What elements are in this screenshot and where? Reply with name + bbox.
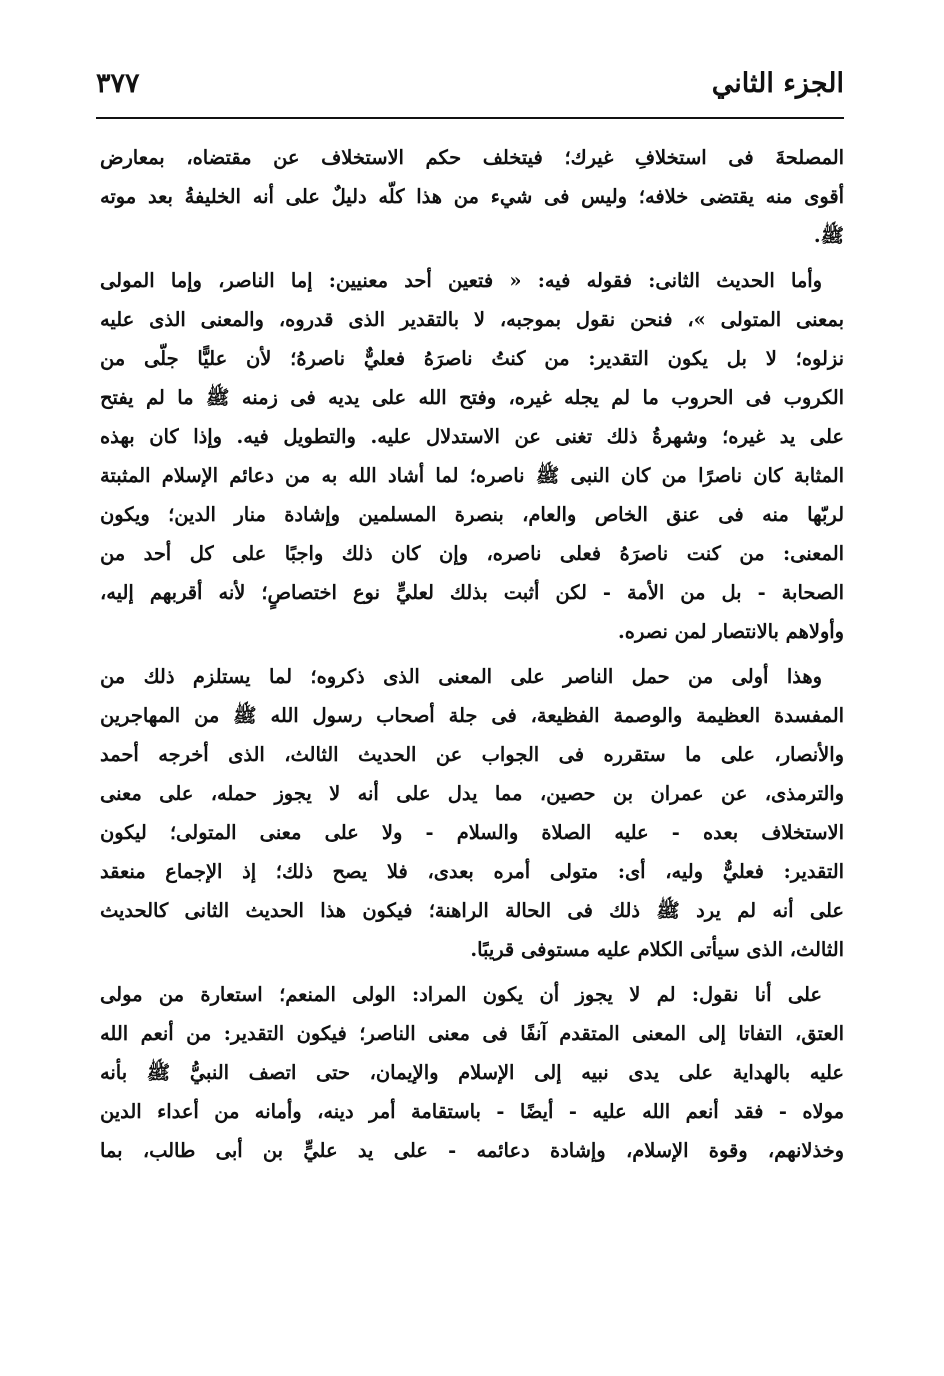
running-header — [96, 62, 844, 114]
text-line: المفسدة العظيمة والوصمة الفظيعة، فى جلة أصحاب رسول الله ﷺ من المهاجرين — [100, 704, 844, 727]
text-line: الصحابة - بل من الأمة - لكن أثبت بذلك لعليٍّ نوع اختصاصٍ؛ لأنه أقربهم إليه، — [100, 581, 844, 604]
text-line: على أنا نقول: لم لا يجوز أن يكون المراد: الولى المنعم؛ استعارة من مولى — [100, 983, 822, 1006]
text-line: على أنه لم يرد ﷺ ذلك فى الحالة الراهنة؛ فيكون هذا الحديث الثانى كالحديث — [100, 899, 844, 922]
text-line: الثالث، الذى سيأتى الكلام عليه مستوفى قريبًا. — [470, 938, 844, 961]
text-line: عليه بالهداية على يدى نبيه إلى الإسلام والإيمان، حتى اتصف النبيُّ ﷺ بأنه — [100, 1061, 844, 1084]
page-number: ٣٧٧ — [96, 68, 140, 99]
text-line: لربّها منه فى عنق الخاص والعام، بنصرة المسلمين وإشادة منار الدين؛ ويكون — [100, 503, 844, 526]
text-line: المصلحةَ فى استخلافِ غيرك؛ فيتخلف حكم الاستخلاف عن مقتضاه، بمعارض — [100, 146, 844, 169]
text-line: وخذلانهم، وقوة الإسلام، وإشادة دعائمه - على يد عليٍّ بن أبى طالب، بما — [100, 1139, 844, 1162]
header-rule — [96, 117, 844, 119]
paragraph-4 — [100, 975, 844, 1170]
text-line: وهذا أولى من حمل الناصر على المعنى الذى ذكروه؛ لما يستلزم ذلك من — [100, 665, 822, 688]
paragraph-1 — [100, 138, 844, 255]
text-line: العتق، التفاتا إلى المعنى المتقدم آنفًا فى معنى الناصر؛ فيكون التقدير: من أنعم الله — [100, 1022, 844, 1045]
text-line: على يد غيره؛ وشهرةُ ذلك تغنى عن الاستدلال عليه. والتطويل فيه. وإذا كان بهذه — [100, 425, 844, 448]
text-line: وأولاهم بالانتصار لمن نصره. — [618, 620, 844, 643]
text-line: المثابة كان ناصرًا من كان النبى ﷺ ناصره؛ لما أشاد الله به من دعائم الإسلام المثبتة — [100, 464, 844, 487]
text-line: الكروب فى الحروب ما لم يجله غيره، وفتح الله على يديه فى زمنه ﷺ ما لم يفتح — [100, 386, 844, 409]
text-line: ﷺ. — [813, 224, 844, 247]
text-line: مولاه - فقد أنعم الله عليه - أيضًا - باستقامة أمر دينه، وأمانه من أعداء الدين — [100, 1100, 844, 1123]
paragraph-2 — [100, 261, 844, 651]
paragraph-3 — [100, 657, 844, 969]
main-text — [100, 138, 844, 1170]
text-line: التقدير: فعليٌّ وليه، أى: متولى أمره بعدى، فلا يصح ذلك؛ إذ الإجماع منعقد — [100, 860, 844, 883]
text-line: وأما الحديث الثانى: فقوله فيه: « فتعين أحد معنيين: إما الناصر، وإما المولى — [100, 269, 822, 292]
text-line: أقوى منه يقتضى خلافه؛ وليس فى شيء من هذا كلّه دليلٌ على أنه الخليفةُ بعد موته — [100, 185, 844, 208]
text-line: والترمذى، عن عمران بن حصين، مما يدل على أنه لا يجوز حمله، على معنى — [100, 782, 844, 805]
text-line: الاستخلاف بعده - عليه الصلاة والسلام - ولا على معنى المتولى؛ ليكون — [100, 821, 844, 844]
running-title: الجزء الثاني — [711, 68, 844, 99]
text-line: والأنصار، على ما ستقرره فى الجواب عن الحديث الثالث، الذى أخرجه أحمد — [100, 743, 844, 766]
text-line: بمعنى المتولى »، فنحن نقول بموجبه، لا بالتقدير الذى قدروه، والمعنى الذى عليه — [100, 308, 844, 331]
text-line: المعنى: من كنت ناصرَهُ فعلى ناصره، وإن كان ذلك واجبًا على كل أحد من — [100, 542, 844, 565]
text-line: نزلوه؛ لا بل يكون التقدير: من كنتُ ناصرَهُ فعليٌّ ناصرهُ؛ لأن عليًّا جلّى من — [100, 347, 844, 370]
